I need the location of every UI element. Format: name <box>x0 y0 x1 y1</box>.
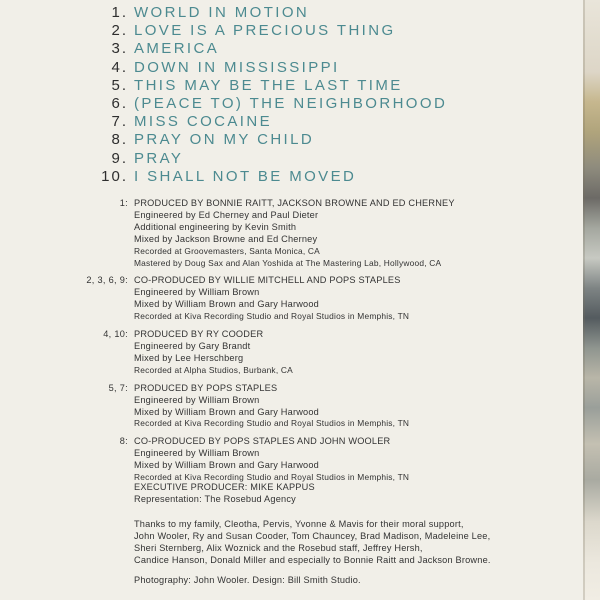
track-item <box>84 131 447 149</box>
credit-block <box>0 198 575 269</box>
credit-line: Mastered by Doug Sax and Alan Yoshida at The Mastering Lab, Hollywood, CA <box>134 257 442 268</box>
credit-line: Mixed by William Brown and Gary Harwood <box>134 299 319 310</box>
credit-line: Mixed by Jackson Browne and Ed Cherney <box>134 233 318 244</box>
thanks-line: Thanks to my family, Cleotha, Pervis, Yvonne & Mavis for their moral support, <box>134 519 464 529</box>
track-item <box>84 168 447 186</box>
credit-lines <box>134 275 575 323</box>
credit-line: Engineered by William Brown <box>134 287 260 298</box>
credit-track-key: 2, 3, 6, 9: <box>86 275 128 286</box>
track-number: 5. <box>111 76 128 94</box>
photo-design-credit <box>134 575 574 587</box>
credit-line: Mixed by William Brown and Gary Harwood <box>134 406 319 417</box>
track-item <box>84 4 447 22</box>
track-number: 4. <box>111 58 128 76</box>
production-credits <box>0 198 575 490</box>
track-list <box>84 4 447 186</box>
credit-line: PRODUCED BY RY COODER <box>134 329 264 340</box>
credit-track-key: 5, 7: <box>108 382 128 393</box>
credit-line: Mixed by William Brown and Gary Harwood <box>134 460 319 471</box>
track-item <box>84 113 447 131</box>
thanks-line: John Wooler, Ry and Susan Cooder, Tom Chauncey, Brad Madison, Madeleine Lee, <box>134 530 491 541</box>
track-number: 2. <box>111 22 128 40</box>
executive-credits <box>134 482 574 506</box>
credit-line: Recorded at Groovemasters, Santa Monica, CA <box>134 245 320 256</box>
track-title: I SHALL NOT BE MOVED <box>134 167 357 185</box>
credit-lines <box>134 198 575 269</box>
track-number: 9. <box>111 149 128 167</box>
credit-line: Recorded at Kiva Recording Studio and Royal Studios in Memphis, TN <box>134 472 410 483</box>
credit-line: Engineered by William Brown <box>134 448 260 459</box>
photography-credit: Photography: John Wooler. Design: Bill Smith Studio. <box>134 575 361 585</box>
track-number: 8. <box>111 131 128 149</box>
credit-line: CO-PRODUCED BY WILLIE MITCHELL AND POPS STAPLES <box>134 275 401 286</box>
track-number: 1. <box>111 4 128 21</box>
credit-line: Additional engineering by Kevin Smith <box>134 221 297 232</box>
executive-producer: EXECUTIVE PRODUCER: MIKE KAPPUS <box>134 482 315 492</box>
credit-track-key: 8: <box>119 436 128 447</box>
track-title: DOWN IN MISSISSIPPI <box>134 58 340 76</box>
track-title: PRAY <box>134 149 184 167</box>
credit-track-key: 4, 10: <box>103 329 128 340</box>
track-item <box>84 40 447 58</box>
track-number: 3. <box>111 40 128 58</box>
track-title: WORLD IN MOTION <box>134 4 310 21</box>
track-title: AMERICA <box>134 40 220 58</box>
track-item <box>84 150 447 168</box>
track-item <box>84 22 447 40</box>
thanks-paragraph <box>134 519 574 567</box>
credit-line: Recorded at Alpha Studios, Burbank, CA <box>134 364 293 375</box>
credit-line: Recorded at Kiva Recording Studio and Royal Studios in Memphis, TN <box>134 311 410 322</box>
credit-line: Mixed by Lee Herschberg <box>134 352 244 363</box>
credit-block <box>0 436 575 484</box>
thanks-line: Sheri Sternberg, Alix Woznick and the Rosebud staff, Jeffrey Hersh, <box>134 542 423 553</box>
track-title: MISS COCAINE <box>134 113 272 131</box>
track-item <box>84 77 447 95</box>
thanks-line: Candice Hanson, Donald Miller and especially to Bonnie Raitt and Jackson Browne. <box>134 554 491 565</box>
track-title: THIS MAY BE THE LAST TIME <box>134 76 403 94</box>
track-number: 10. <box>101 167 128 185</box>
track-item <box>84 59 447 77</box>
representation: Representation: The Rosebud Agency <box>134 493 296 504</box>
credit-line: CO-PRODUCED BY POPS STAPLES AND JOHN WOOLER <box>134 436 391 447</box>
cover-photo-edge <box>583 0 600 600</box>
track-title: LOVE IS A PRECIOUS THING <box>134 22 396 40</box>
track-number: 7. <box>111 113 128 131</box>
credit-line: Engineered by Gary Brandt <box>134 340 251 351</box>
credit-line: PRODUCED BY BONNIE RAITT, JACKSON BROWNE AND ED CHERNEY <box>134 198 455 208</box>
credit-line: Engineered by William Brown <box>134 394 260 405</box>
track-item <box>84 95 447 113</box>
track-number: 6. <box>111 94 128 112</box>
credit-block <box>0 383 575 431</box>
track-title: PRAY ON MY CHILD <box>134 131 315 149</box>
credit-line: Recorded at Kiva Recording Studio and Royal Studios in Memphis, TN <box>134 418 410 429</box>
credit-line: Engineered by Ed Cherney and Paul Dieter <box>134 209 319 220</box>
credit-lines <box>134 329 575 377</box>
credit-block <box>0 275 575 323</box>
credit-track-key: 1: <box>119 198 128 208</box>
credit-block <box>0 329 575 377</box>
credit-lines <box>134 383 575 431</box>
credit-line: PRODUCED BY POPS STAPLES <box>134 382 278 393</box>
credit-lines <box>134 436 575 484</box>
track-title: (PEACE TO) THE NEIGHBORHOOD <box>134 94 448 112</box>
